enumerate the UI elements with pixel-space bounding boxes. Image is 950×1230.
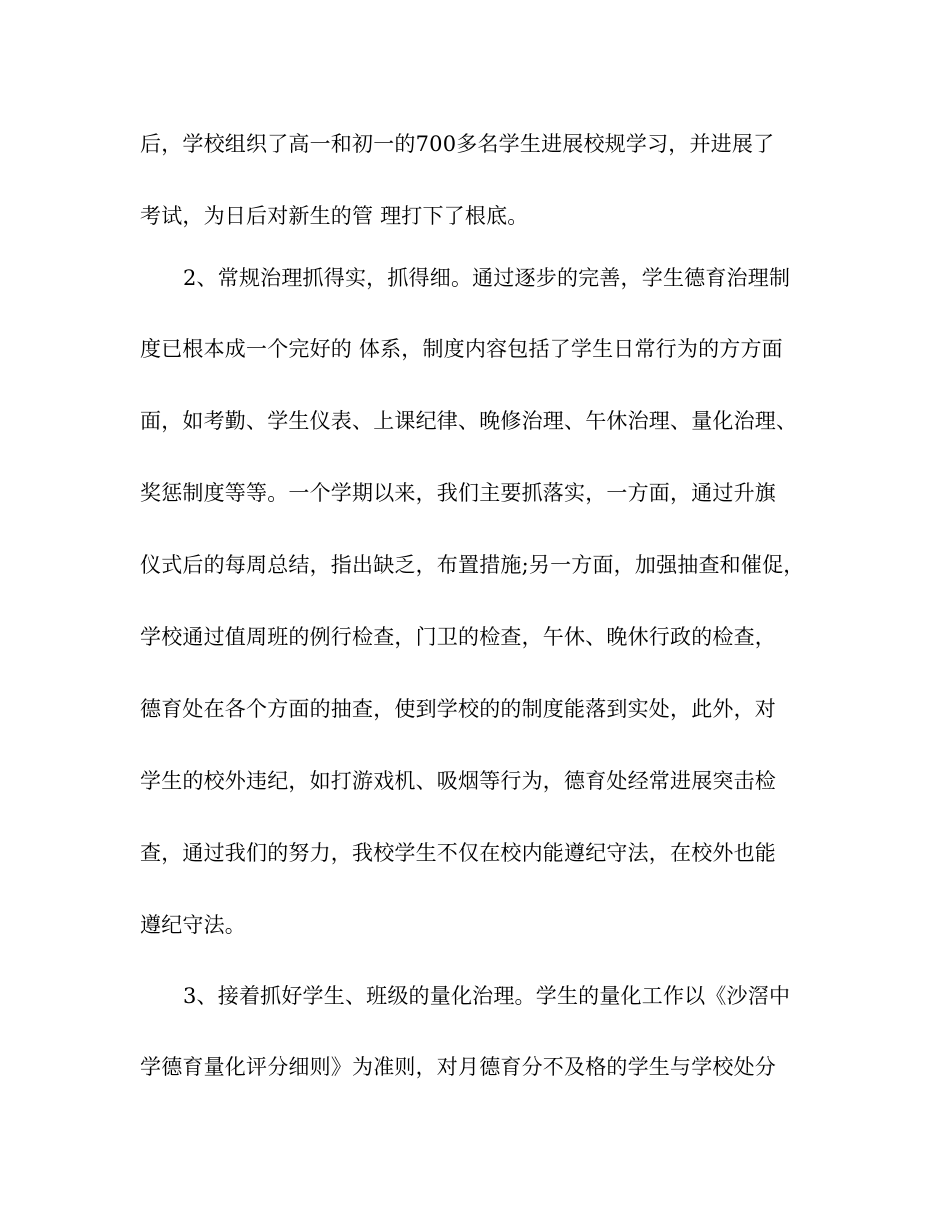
text-line: 德育处在各个方面的抽查，使到学校的的制度能落到实处，此外，对 (140, 697, 776, 721)
paragraph-start-line: 3、接着抓好学生、班级的量化治理。学生的量化工作以《沙滘中 (183, 984, 791, 1008)
text-line: 遵纪守法。 (140, 913, 246, 937)
text-line: 学校通过值周班的例行检查，门卫的检查，午休、晚休行政的检查， (140, 625, 776, 649)
text-line: 奖惩制度等等。一个学期以来，我们主要抓落实，一方面，通过升旗 (140, 481, 776, 505)
text-line: 考试，为日后对新生的管 理打下了根底。 (140, 204, 529, 228)
text-line: 面，如考勤、学生仪表、上课纪律、晚修治理、午休治理、量化治理、 (140, 409, 798, 433)
text-line: 学德育量化评分细则》为准则，对月德育分不及格的学生与学校处分 (140, 1055, 776, 1079)
text-line: 后，学校组织了高一和初一的700多名学生进展校规学习，并进展了 (140, 132, 775, 156)
paragraph-start-line: 2、常规治理抓得实，抓得细。通过逐步的完善，学生德育治理制 (183, 266, 791, 290)
text-line: 度已根本成一个完好的 体系，制度内容包括了学生日常行为的方方面 (140, 337, 783, 361)
text-line: 学生的校外违纪，如打游戏机、吸烟等行为，德育处经常进展突击检 (140, 769, 776, 793)
text-line: 仪式后的每周总结，指出缺乏，布置措施;另一方面，加强抽查和催促， (140, 553, 805, 577)
text-line: 查，通过我们的努力，我校学生不仅在校内能遵纪守法，在校外也能 (140, 841, 776, 865)
